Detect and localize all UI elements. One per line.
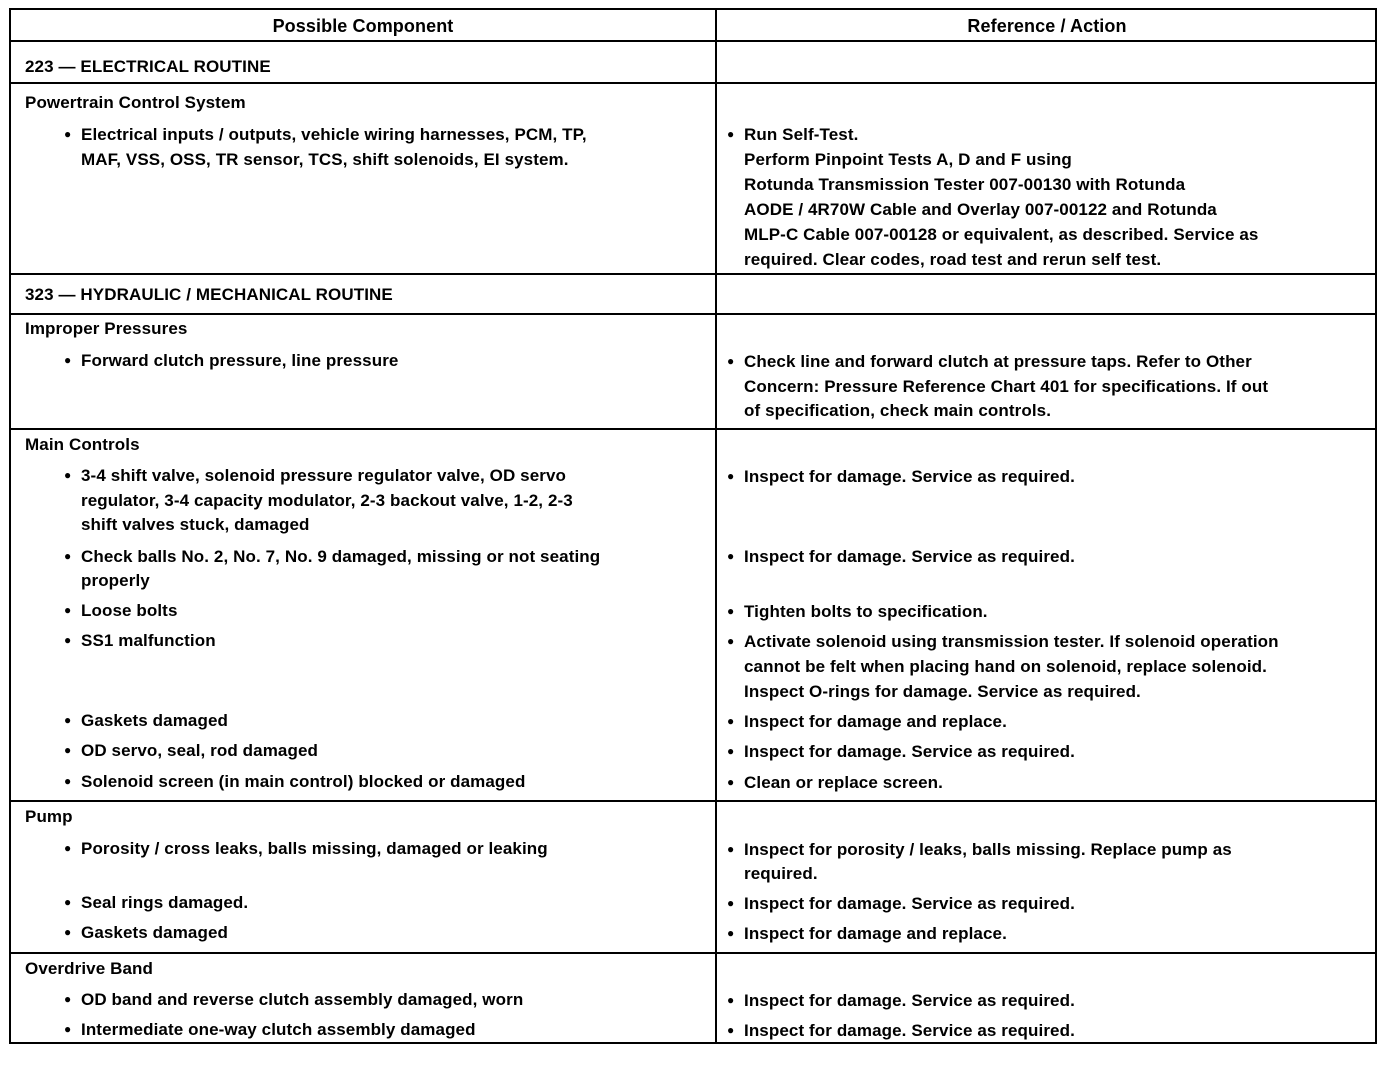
column-header-action: Reference / Action xyxy=(967,16,1127,36)
component-item-cont: properly xyxy=(81,571,150,590)
action-item-cont: required. Clear codes, road test and rerun self test. xyxy=(744,250,1162,269)
component-item: ● Gaskets damaged xyxy=(81,920,228,945)
component-item: ● Porosity / cross leaks, balls missing, damaged or leaking xyxy=(81,836,548,861)
component-item: ● Intermediate one-way clutch assembly damaged xyxy=(81,1017,476,1042)
row-divider xyxy=(11,313,1375,315)
component-item-cont: shift valves stuck, damaged xyxy=(81,515,310,534)
component-item: ● OD band and reverse clutch assembly damaged, worn xyxy=(81,987,523,1012)
row-divider xyxy=(11,428,1375,430)
action-item-cont: MLP-C Cable 007-00128 or equivalent, as described. Service as xyxy=(744,225,1259,244)
action-item: ● Inspect for damage. Service as required. xyxy=(744,544,1075,569)
row-divider xyxy=(11,800,1375,802)
row-divider xyxy=(11,952,1375,954)
routine-title-hydraulic: 323 — HYDRAULIC / MECHANICAL ROUTINE xyxy=(25,285,393,304)
group-title-overdrive-band: Overdrive Band xyxy=(25,959,154,978)
action-item-cont: required. xyxy=(744,864,818,883)
component-item: ● Seal rings damaged. xyxy=(81,890,248,915)
component-item: ● Check balls No. 2, No. 7, No. 9 damaged, missing or not seating xyxy=(81,544,600,569)
row-divider xyxy=(11,82,1375,84)
group-title-pump: Pump xyxy=(25,807,73,826)
action-item-cont: Concern: Pressure Reference Chart 401 for specifications. If out xyxy=(744,377,1269,396)
row-divider xyxy=(11,273,1375,275)
action-item-cont: Rotunda Transmission Tester 007-00130 with Rotunda xyxy=(744,175,1186,194)
action-item-cont: of specification, check main controls. xyxy=(744,401,1052,420)
action-item-cont: cannot be felt when placing hand on solenoid, replace solenoid. xyxy=(744,657,1267,676)
component-item: ● OD servo, seal, rod damaged xyxy=(81,738,318,763)
action-item: ● Inspect for damage. Service as required. xyxy=(744,891,1075,916)
component-item: ● 3-4 shift valve, solenoid pressure regulator valve, OD servo xyxy=(81,463,566,488)
routine-title-electrical: 223 — ELECTRICAL ROUTINE xyxy=(25,57,271,76)
action-item: ● Tighten bolts to specification. xyxy=(744,599,988,624)
action-item: ● Clean or replace screen. xyxy=(744,770,943,795)
action-item: ● Activate solenoid using transmission tester. If solenoid operation xyxy=(744,629,1279,654)
action-item: ● Check line and forward clutch at pressure taps. Refer to Other xyxy=(744,349,1252,374)
action-item-cont: Perform Pinpoint Tests A, D and F using xyxy=(744,150,1072,169)
component-item: ● Loose bolts xyxy=(81,598,178,623)
action-item: ● Inspect for damage. Service as required. xyxy=(744,739,1075,764)
component-item: ● Solenoid screen (in main control) blocked or damaged xyxy=(81,769,525,794)
component-item-cont: regulator, 3-4 capacity modulator, 2-3 backout valve, 1-2, 2-3 xyxy=(81,491,573,510)
action-item-cont: Inspect O-rings for damage. Service as required. xyxy=(744,682,1141,701)
action-item: ● Inspect for damage and replace. xyxy=(744,709,1007,734)
action-item: ● Run Self-Test. xyxy=(744,122,858,147)
action-item-cont: AODE / 4R70W Cable and Overlay 007-00122 and Rotunda xyxy=(744,200,1217,219)
action-item: ● Inspect for damage. Service as required. xyxy=(744,1018,1075,1043)
column-header-component: Possible Component xyxy=(272,16,454,36)
action-item: ● Inspect for damage. Service as required. xyxy=(744,464,1075,489)
action-item: ● Inspect for damage. Service as required. xyxy=(744,988,1075,1013)
column-divider xyxy=(715,10,717,1042)
group-title-pressures: Improper Pressures xyxy=(25,319,188,338)
row-divider xyxy=(11,40,1375,42)
component-item-cont: MAF, VSS, OSS, TR sensor, TCS, shift solenoids, EI system. xyxy=(81,150,569,169)
action-item: ● Inspect for damage and replace. xyxy=(744,921,1007,946)
action-item: ● Inspect for porosity / leaks, balls missing. Replace pump as xyxy=(744,837,1232,862)
component-item: ● Electrical inputs / outputs, vehicle wiring harnesses, PCM, TP, xyxy=(81,122,587,147)
group-title-main-controls: Main Controls xyxy=(25,435,140,454)
group-title-powertrain: Powertrain Control System xyxy=(25,93,246,112)
component-item: ● Forward clutch pressure, line pressure xyxy=(81,348,398,373)
diagnostic-table xyxy=(9,8,1377,1044)
component-item: ● Gaskets damaged xyxy=(81,708,228,733)
component-item: ● SS1 malfunction xyxy=(81,628,216,653)
